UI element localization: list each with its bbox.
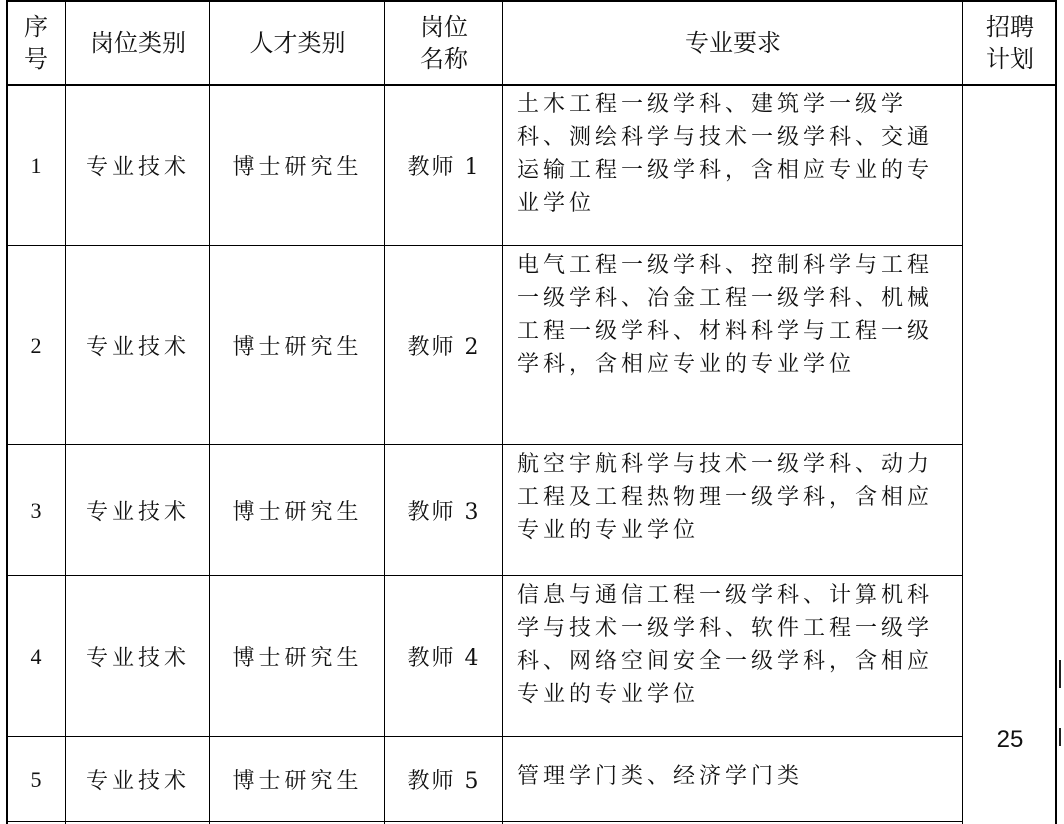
table-row-5-requirement: 管理学门类、经济学门类 [517, 764, 804, 789]
table-row-2-post-type [66, 246, 210, 445]
talent-type-text: 博士研究生 [232, 335, 363, 360]
talent-type-text: 博士研究生 [232, 769, 363, 794]
table-row-4-seq [6, 576, 66, 737]
col-separator-4 [502, 0, 503, 824]
table-row-1-seq [6, 85, 66, 246]
table-row-2-seq [6, 246, 66, 445]
header-plan [963, 0, 1057, 85]
seq-text: 1 [30, 152, 42, 178]
border-right [1055, 0, 1057, 824]
table-row-2-requirement: 电气工程一级学科、控制科学与工程一级学科、冶金工程一级学科、机械工程一级学科、材料科学与工程一级学科，含相应专业的专业学位 [517, 253, 934, 377]
table-row-3-post-type [66, 445, 210, 576]
header-separator [6, 84, 1057, 86]
table-row-5-post-type [66, 737, 210, 822]
table-row-5-talent-type [210, 737, 385, 822]
plan-value [963, 720, 1057, 760]
talent-type-text: 博士研究生 [232, 155, 363, 180]
post-name-text: 教师 5 [407, 769, 481, 794]
post-type-text: 专业技术 [85, 769, 190, 794]
talent-type-text: 博士研究生 [232, 500, 363, 525]
post-type-text: 专业技术 [85, 646, 190, 671]
table-row-3-seq [6, 445, 66, 576]
edge-mark-2 [1059, 728, 1061, 746]
header-seq-label: 序号 [24, 12, 48, 73]
col-separator-2 [209, 0, 210, 824]
table-row-1-post-type [66, 85, 210, 246]
header-post-type-label: 岗位类别 [90, 28, 186, 57]
post-type-text: 专业技术 [85, 500, 190, 525]
table-row-3-requirement: 航空宇航科学与技术一级学科、动力工程及工程热物理一级学科，含相应专业的专业学位 [517, 452, 934, 543]
header-requirement-label: 专业要求 [685, 28, 781, 57]
talent-type-text: 博士研究生 [232, 646, 363, 671]
table-row-1-requirement: 土木工程一级学科、建筑学一级学科、测绘科学与技术一级学科、交通运输工程一级学科，含相应专业的专业学位 [517, 92, 934, 216]
table-row-4-talent-type [210, 576, 385, 737]
header-plan-label: 招聘计划 [986, 12, 1034, 73]
seq-text: 5 [30, 766, 42, 792]
table-row-3-post-name [385, 445, 503, 576]
header-post-name-label: 岗位名称 [420, 12, 468, 73]
col-separator-1 [65, 0, 66, 824]
post-name-text: 教师 2 [407, 335, 481, 360]
post-name-text: 教师 4 [407, 646, 481, 671]
table-row-2-talent-type [210, 246, 385, 445]
seq-text: 3 [30, 497, 42, 523]
plan-value-text: 25 [996, 726, 1024, 753]
header-seq [6, 0, 66, 85]
header-talent-type [210, 0, 385, 85]
post-type-text: 专业技术 [85, 335, 190, 360]
row-separator-2 [6, 444, 963, 445]
table-row-2-post-name [385, 246, 503, 445]
seq-text: 2 [30, 332, 42, 358]
table-row-1-post-name [385, 85, 503, 246]
row-separator-4 [6, 736, 963, 737]
border-left [6, 0, 8, 824]
post-name-text: 教师 1 [407, 155, 481, 180]
row-separator-5 [6, 821, 963, 822]
header-talent-type-label: 人才类别 [249, 28, 346, 57]
table-row-5-post-name [385, 737, 503, 822]
table-row-1-talent-type [210, 85, 385, 246]
seq-text: 4 [30, 643, 42, 669]
table-row-4-post-type [66, 576, 210, 737]
table-row-4-requirement: 信息与通信工程一级学科、计算机科学与技术一级学科、软件工程一级学科、网络空间安全一级学科，含相应专业的专业学位 [517, 583, 934, 707]
row-separator-1 [6, 245, 963, 246]
header-requirement [503, 0, 963, 85]
border-top [6, 0, 1057, 2]
header-post-name [385, 0, 503, 85]
table-row-5-seq [6, 737, 66, 822]
header-post-type [66, 0, 210, 85]
edge-mark-1 [1059, 660, 1061, 688]
post-type-text: 专业技术 [85, 155, 190, 180]
col-separator-3 [384, 0, 385, 824]
table-row-3-talent-type [210, 445, 385, 576]
post-name-text: 教师 3 [407, 500, 481, 525]
row-separator-3 [6, 575, 963, 576]
col-separator-5 [962, 0, 963, 824]
table-row-4-post-name [385, 576, 503, 737]
